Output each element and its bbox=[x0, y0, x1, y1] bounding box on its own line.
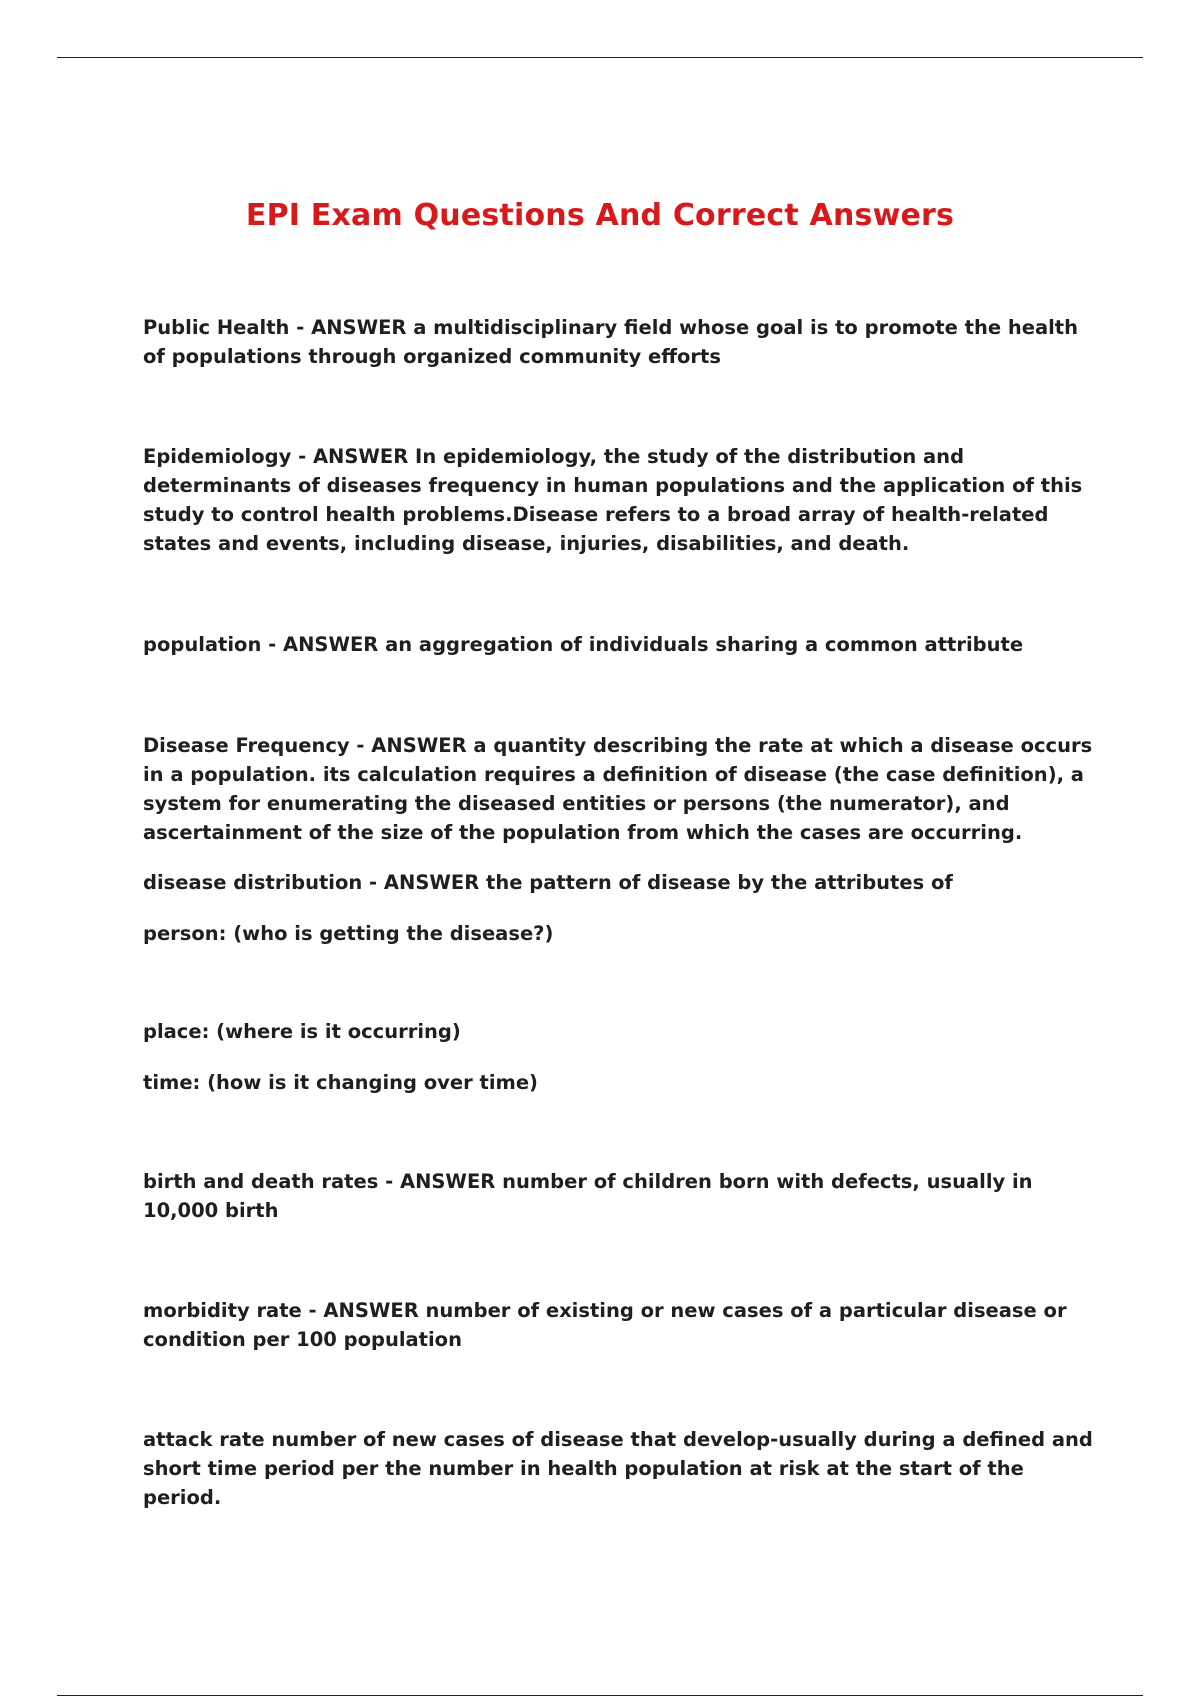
header-rule bbox=[57, 57, 1143, 58]
entry-public-health: Public Health - ANSWER a multidisciplinary field whose goal is to promote the health of populations through organized community efforts bbox=[143, 316, 1079, 368]
entry-disease-frequency: Disease Frequency - ANSWER a quantity describing the rate at which a disease occurs in a population. its calculation requires a definition of disease (the case definition), a system for enumerating the diseased entities or persons (the numerator), and ascertainment of the size of the population from which the cases are occurring. bbox=[143, 734, 1093, 844]
entry-population: population - ANSWER an aggregation of individuals sharing a common attribute bbox=[143, 633, 1024, 656]
entry-time: time: (how is it changing over time) bbox=[143, 1071, 538, 1094]
entry-attack-rate: attack rate number of new cases of disease that develop-usually during a defined and short time period per the number in health population at risk at the start of the period. bbox=[143, 1428, 1093, 1509]
footer-rule bbox=[57, 1695, 1143, 1696]
entry-disease-distribution: disease distribution - ANSWER the pattern of disease by the attributes of bbox=[143, 871, 953, 894]
document-title: EPI Exam Questions And Correct Answers bbox=[245, 198, 955, 233]
entry-morbidity-rate: morbidity rate - ANSWER number of existing or new cases of a particular disease or condition per 100 population bbox=[143, 1299, 1067, 1351]
entry-person: person: (who is getting the disease?) bbox=[143, 922, 554, 945]
entry-birth-death-rates: birth and death rates - ANSWER number of children born with defects, usually in 10,000 birth bbox=[143, 1170, 1033, 1222]
entry-place: place: (where is it occurring) bbox=[143, 1020, 461, 1043]
entry-epidemiology: Epidemiology - ANSWER In epidemiology, the study of the distribution and determinants of diseases frequency in human populations and the application of this study to control health problems.Disease refers to a broad array of health-related states and events, including disease, injuries, disabilities, and death. bbox=[143, 445, 1083, 555]
